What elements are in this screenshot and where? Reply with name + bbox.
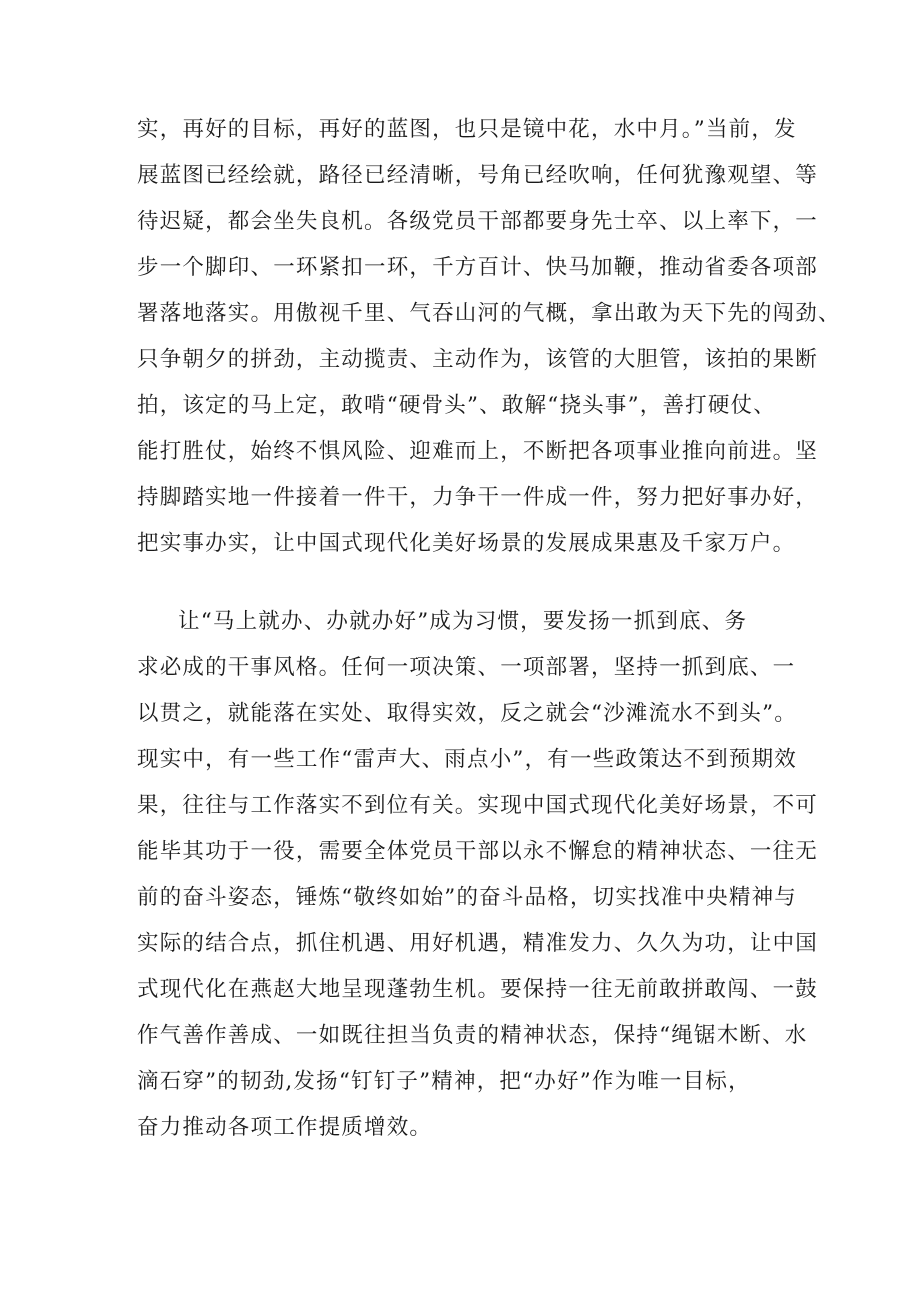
paragraph-line: 以贯之，就能落在实处、取得实效，反之就会“沙滩流水不到头”。 [137, 701, 797, 726]
paragraph-line: 持脚踏实地一件接着一件干，力争干一件成一件，努力把好事办好， [137, 485, 819, 510]
paragraph-line: 实，再好的目标，再好的蓝图，也只是镜中花，水中月。”当前，发 [137, 117, 797, 142]
paragraph-line: 只争朝夕的拼劲，主动揽责、主动作为，该管的大胆管，该拍的果断 [137, 347, 819, 372]
paragraph-line: 实际的结合点，抓住机遇、用好机遇，精准发力、久久为功，让中国 [137, 931, 819, 956]
paragraph-line: 现实中，有一些工作“雷声大、雨点小”，有一些政策达不到预期效 [137, 747, 797, 772]
paragraph-line: 奋力推动各项工作提质增效。 [137, 1115, 433, 1140]
paragraph-line: 求必成的干事风格。任何一项决策、一项部署，坚持一抓到底、一 [137, 655, 796, 680]
paragraph-line: 展蓝图已经绘就，路径已经清晰，号角已经吹响，任何犹豫观望、等 [137, 163, 819, 188]
paragraph-line: 前的奋斗姿态，锤炼“敬终如始”的奋斗品格，切实找准中央精神与 [137, 885, 797, 910]
paragraph-2 [137, 599, 819, 1151]
paragraph-line: 能打胜仗，始终不惧风险、迎难而上，不断把各项事业推向前进。坚 [137, 439, 819, 464]
paragraph-line: 署落地落实。用傲视千里、气吞山河的气概，拿出敢为天下先的闯劲、 [137, 301, 841, 326]
paragraph-line: 作气善作善成、一如既往担当负责的精神状态，保持“绳锯木断、水 [137, 1023, 808, 1048]
paragraph-line: 待迟疑，都会坐失良机。各级党员干部都要身先士卒、以上率下，一 [137, 209, 819, 234]
paragraph-first-line: 让“马上就办、办就办好”成为习惯，要发扬一抓到底、务 [178, 609, 748, 634]
paragraph-line: 果，往往与工作落实不到位有关。实现中国式现代化美好场景，不可 [137, 793, 819, 818]
paragraph-line: 式现代化在燕赵大地呈现蓬勃生机。要保持一往无前敢拼敢闯、一鼓 [137, 977, 819, 1002]
paragraph-line: 把实事办实，让中国式现代化美好场景的发展成果惠及千家万户。 [137, 531, 796, 556]
paragraph-line: 步一个脚印、一环紧扣一环，千方百计、快马加鞭，推动省委各项部 [137, 255, 819, 280]
paragraph-line: 拍，该定的马上定，敢啃“硬骨头”、敢解“挠头事”，善打硬仗、 [137, 393, 776, 418]
paragraph-1 [137, 107, 841, 567]
paragraph-line: 滴石穿”的韧劲,发扬“钉钉子”精神，把“办好”作为唯一目标， [137, 1069, 751, 1094]
paragraph-line: 能毕其功于一役，需要全体党员干部以永不懈怠的精神状态、一往无 [137, 839, 819, 864]
